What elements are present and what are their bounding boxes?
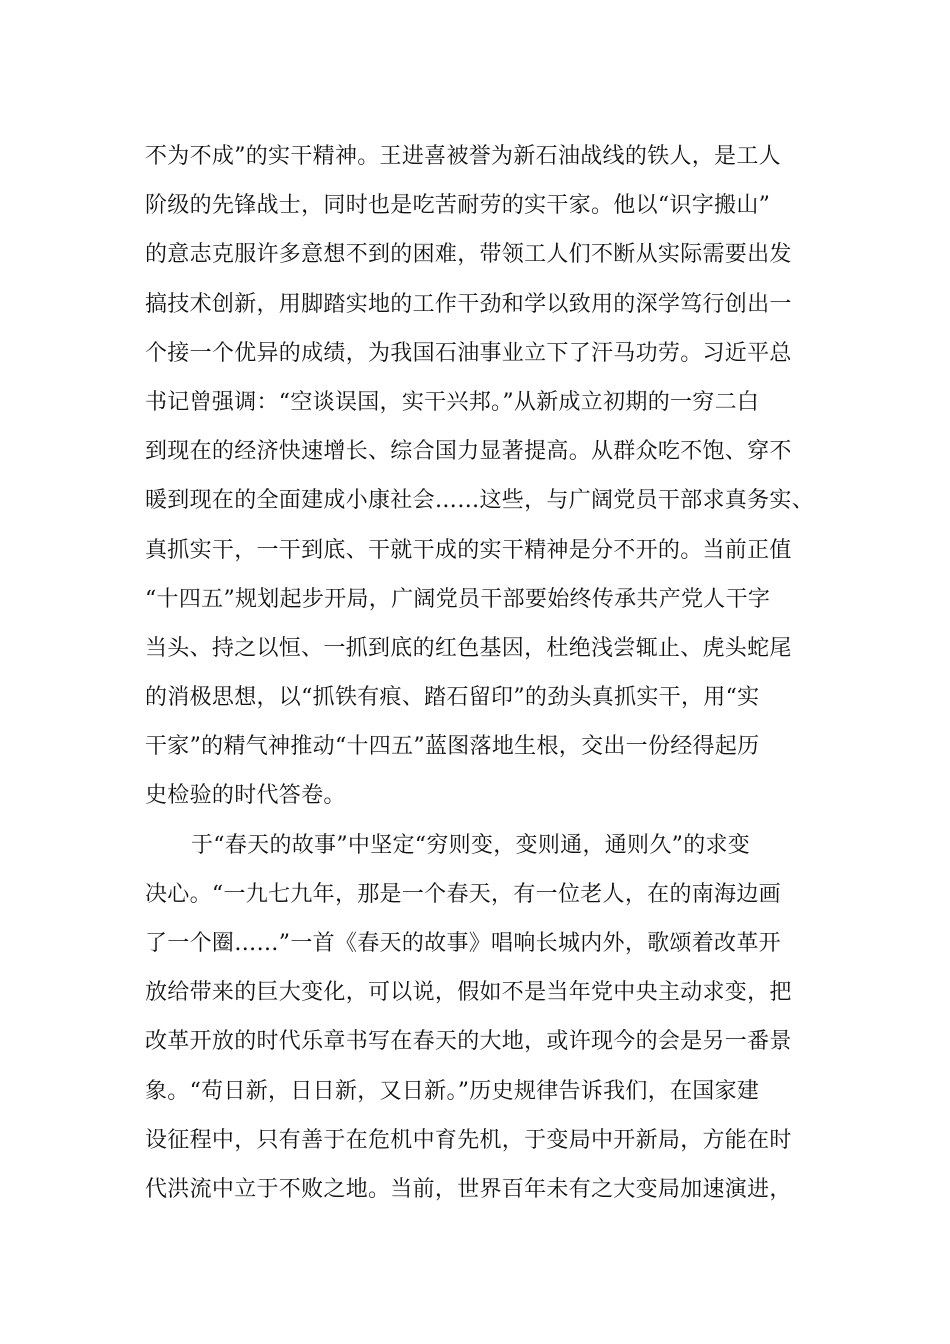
text-line: 象。“苟日新，日日新，又日新。”历史规律告诉我们，在国家建 — [145, 1078, 760, 1104]
text-line: 真抓实干，一干到底、干就干成的实干精神是分不开的。当前正值 — [145, 537, 792, 563]
text-line: 到现在的经济快速增长、综合国力显著提高。从群众吃不饱、穿不 — [145, 439, 792, 465]
text-line: 搞技术创新，用脚踏实地的工作干劲和学以致用的深学笃行创出一 — [145, 291, 792, 317]
text-line: 了一个圈……”一首《春天的故事》唱响长城内外，歌颂着改革开 — [145, 931, 781, 956]
paragraph-first-line: 于“春天的故事”中坚定“穷则变，变则通，通则久”的求变 — [191, 832, 751, 858]
document-body — [145, 132, 825, 1214]
text-line: 阶级的先锋战士，同时也是吃苦耐劳的实干家。他以“识字搬山” — [145, 193, 771, 219]
text-line: “十四五”规划起步开局，广阔党员干部要始终传承共产党人干字 — [145, 586, 771, 612]
text-line: 改革开放的时代乐章书写在春天的大地，或许现今的会是另一番景 — [145, 1029, 792, 1055]
text-line: 的消极思想，以“抓铁有痕、踏石留印”的劲头真抓实干，用“实 — [145, 685, 760, 711]
text-line: 设征程中，只有善于在危机中育先机，于变局中开新局，方能在时 — [145, 1127, 792, 1153]
text-line: 放给带来的巨大变化，可以说，假如不是当年党中央主动求变，把 — [145, 980, 792, 1006]
text-line: 决心。“一九七九年，那是一个春天，有一位老人，在的南海边画 — [145, 881, 781, 907]
text-line: 不为不成”的实干精神。王进喜被誉为新石油战线的铁人，是工人 — [145, 144, 781, 169]
text-line: 当头、持之以恒、一抓到底的红色基因，杜绝浅尝辄止、虎头蛇尾 — [145, 635, 792, 661]
text-line: 的意志克服许多意想不到的困难，带领工人们不断从实际需要出发 — [145, 242, 792, 268]
text-line: 史检验的时代答卷。 — [145, 783, 346, 809]
text-line: 代洪流中立于不败之地。当前，世界百年未有之大变局加速演进， — [145, 1176, 792, 1202]
text-line: 书记曾强调：“空谈误国，实干兴邦。”从新成立初期的一穷二白 — [145, 389, 760, 415]
text-line: 个接一个优异的成绩，为我国石油事业立下了汗马功劳。习近平总 — [145, 340, 792, 366]
text-line: 暖到现在的全面建成小康社会……这些，与广阔党员干部求真务实、 — [145, 488, 815, 514]
text-line: 干家”的精气神推动“十四五”蓝图落地生根，交出一份经得起历 — [145, 734, 760, 760]
